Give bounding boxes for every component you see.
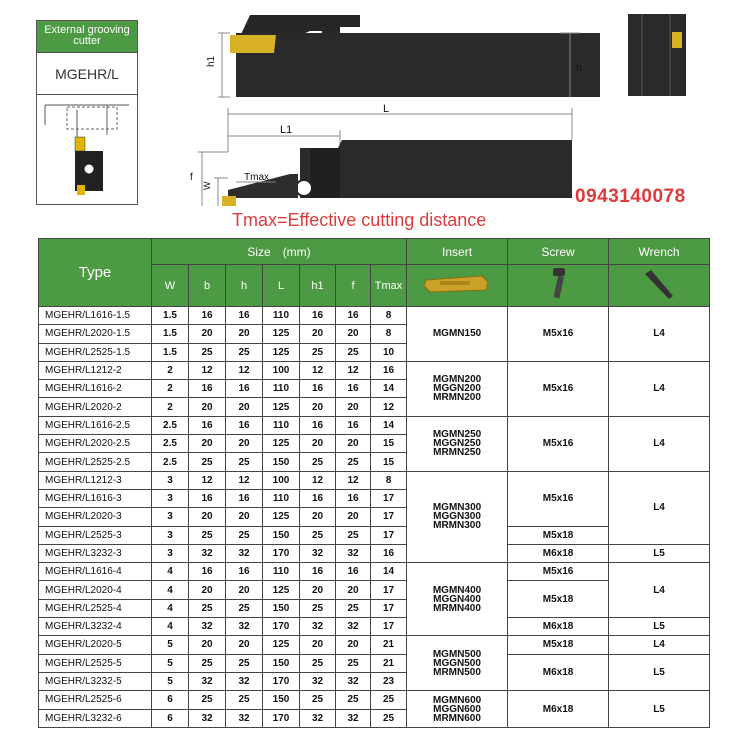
- cell-tmax: 8: [371, 471, 407, 489]
- cell-h: 16: [226, 563, 263, 581]
- cell-h1: 25: [300, 343, 336, 361]
- cell-tmax: 25: [371, 691, 407, 709]
- cell-b: 16: [189, 416, 226, 434]
- cell-h: 25: [226, 654, 263, 672]
- cell-h1: 25: [300, 526, 336, 544]
- cell-h1: 16: [300, 380, 336, 398]
- dim-L1-label: L1: [280, 124, 293, 136]
- cell-w: 2.5: [152, 453, 189, 471]
- cell-h: 20: [226, 435, 263, 453]
- cell-wrench: L4: [609, 416, 710, 471]
- cell-h1: 16: [300, 489, 336, 507]
- col-h1: h1: [300, 265, 336, 307]
- cell-type: MGEHR/L1616-1.5: [39, 307, 152, 325]
- cell-type: MGEHR/L1212-2: [39, 361, 152, 379]
- cell-l: 110: [263, 416, 300, 434]
- dim-h-label: h: [576, 63, 582, 74]
- cell-b: 20: [189, 435, 226, 453]
- cell-screw: M6x18: [508, 691, 609, 728]
- cell-b: 20: [189, 325, 226, 343]
- cell-f: 12: [336, 471, 371, 489]
- cell-f: 25: [336, 453, 371, 471]
- cell-type: MGEHR/L1616-3: [39, 489, 152, 507]
- cell-h: 16: [226, 380, 263, 398]
- cell-type: MGEHR/L3232-5: [39, 672, 152, 690]
- cell-w: 1.5: [152, 307, 189, 325]
- cell-w: 6: [152, 709, 189, 727]
- cell-screw: M5x18: [508, 581, 609, 618]
- cell-h: 25: [226, 343, 263, 361]
- cell-h1: 12: [300, 471, 336, 489]
- wrench-icon: [639, 266, 679, 302]
- cell-f: 20: [336, 435, 371, 453]
- dim-L-label: L: [383, 103, 390, 115]
- cell-b: 25: [189, 654, 226, 672]
- insert-code: MRMN200: [433, 392, 481, 404]
- cell-f: 25: [336, 343, 371, 361]
- table-row: [39, 361, 710, 379]
- cell-f: 25: [336, 526, 371, 544]
- cell-tmax: 21: [371, 636, 407, 654]
- cell-insert: [407, 416, 508, 471]
- cell-f: 16: [336, 489, 371, 507]
- insert-image-cell: [407, 265, 508, 307]
- cell-l: 170: [263, 618, 300, 636]
- cell-w: 4: [152, 599, 189, 617]
- header-insert: Insert: [407, 239, 508, 265]
- cell-f: 25: [336, 691, 371, 709]
- table-row: [39, 544, 710, 562]
- dim-h1-label: h1: [206, 55, 217, 67]
- cell-type: MGEHR/L2525-6: [39, 691, 152, 709]
- spec-table: [38, 238, 710, 728]
- cell-tmax: 17: [371, 526, 407, 544]
- tool-sketch: [37, 95, 137, 205]
- cell-l: 125: [263, 581, 300, 599]
- cell-insert: [407, 361, 508, 416]
- cell-h1: 32: [300, 618, 336, 636]
- cell-wrench: L5: [609, 618, 710, 636]
- insert-code: MRMN600: [433, 712, 481, 724]
- cell-l: 110: [263, 380, 300, 398]
- insert-icon: [422, 272, 492, 296]
- cell-l: 170: [263, 709, 300, 727]
- cell-f: 20: [336, 636, 371, 654]
- cell-w: 3: [152, 489, 189, 507]
- cell-h1: 20: [300, 508, 336, 526]
- cell-b: 20: [189, 581, 226, 599]
- info-title: External grooving cutter: [37, 21, 137, 53]
- cell-b: 20: [189, 508, 226, 526]
- cell-h: 12: [226, 361, 263, 379]
- cell-h: 25: [226, 599, 263, 617]
- cell-l: 125: [263, 398, 300, 416]
- cell-w: 2.5: [152, 416, 189, 434]
- cell-type: MGEHR/L2525-5: [39, 654, 152, 672]
- cell-l: 125: [263, 508, 300, 526]
- cell-l: 125: [263, 343, 300, 361]
- cell-h1: 20: [300, 581, 336, 599]
- cell-screw: M6x18: [508, 544, 609, 562]
- cell-tmax: 14: [371, 416, 407, 434]
- cell-type: MGEHR/L1616-2: [39, 380, 152, 398]
- cell-tmax: 17: [371, 618, 407, 636]
- cell-type: MGEHR/L2020-5: [39, 636, 152, 654]
- cell-l: 110: [263, 489, 300, 507]
- cell-b: 12: [189, 471, 226, 489]
- cell-w: 4: [152, 563, 189, 581]
- cell-w: 2: [152, 398, 189, 416]
- insert-code: MGGN400: [433, 593, 481, 605]
- cell-w: 1.5: [152, 325, 189, 343]
- cell-b: 32: [189, 618, 226, 636]
- cell-tmax: 14: [371, 563, 407, 581]
- cell-h1: 20: [300, 435, 336, 453]
- cell-screw: M5x16: [508, 563, 609, 581]
- insert-code: MGGN200: [433, 383, 481, 395]
- cell-tmax: 8: [371, 325, 407, 343]
- insert-code: MGMN400: [432, 584, 482, 596]
- cell-b: 32: [189, 672, 226, 690]
- cell-type: MGEHR/L2525-4: [39, 599, 152, 617]
- cell-b: 32: [189, 544, 226, 562]
- cell-f: 20: [336, 398, 371, 416]
- cell-tmax: 8: [371, 307, 407, 325]
- insert-code: MGMN500: [432, 648, 482, 660]
- col-h: h: [226, 265, 263, 307]
- col-f: f: [336, 265, 371, 307]
- cell-type: MGEHR/L2525-1.5: [39, 343, 152, 361]
- cell-tmax: 23: [371, 672, 407, 690]
- header-wrench: Wrench: [609, 239, 710, 265]
- cell-b: 20: [189, 398, 226, 416]
- cell-h1: 20: [300, 636, 336, 654]
- table-row: [39, 618, 710, 636]
- screw-image-cell: [508, 265, 609, 307]
- cell-wrench: L5: [609, 691, 710, 728]
- cell-h: 20: [226, 398, 263, 416]
- cell-h: 20: [226, 581, 263, 599]
- cell-l: 125: [263, 325, 300, 343]
- cell-wrench: L4: [609, 563, 710, 618]
- tool-info-box: [36, 20, 138, 205]
- cell-l: 150: [263, 526, 300, 544]
- cell-type: MGEHR/L3232-6: [39, 709, 152, 727]
- cell-f: 16: [336, 563, 371, 581]
- cell-type: MGEHR/L2020-1.5: [39, 325, 152, 343]
- cell-type: MGEHR/L3232-4: [39, 618, 152, 636]
- cell-h1: 25: [300, 453, 336, 471]
- table-row: [39, 416, 710, 434]
- cell-l: 170: [263, 672, 300, 690]
- cell-tmax: 16: [371, 544, 407, 562]
- tool-side-view-diagram: [200, 5, 600, 105]
- insert-code: MGGN300: [433, 511, 481, 523]
- cell-h1: 12: [300, 361, 336, 379]
- cell-b: 16: [189, 307, 226, 325]
- cell-h: 25: [226, 691, 263, 709]
- cell-screw: M5x16: [508, 361, 609, 416]
- cell-b: 16: [189, 380, 226, 398]
- cell-w: 5: [152, 654, 189, 672]
- cell-h1: 25: [300, 691, 336, 709]
- cell-h1: 32: [300, 709, 336, 727]
- insert-code: MGGN250: [433, 438, 481, 450]
- cell-h1: 32: [300, 544, 336, 562]
- header-type: Type: [39, 239, 152, 307]
- cell-wrench: L4: [609, 307, 710, 362]
- cell-tmax: 10: [371, 343, 407, 361]
- cell-w: 5: [152, 672, 189, 690]
- cell-screw: M6x18: [508, 654, 609, 691]
- info-model: MGEHR/L: [37, 53, 137, 95]
- cell-w: 3: [152, 544, 189, 562]
- spec-table-body: [39, 307, 710, 728]
- cell-screw: M6x18: [508, 618, 609, 636]
- cell-type: MGEHR/L2020-2: [39, 398, 152, 416]
- cell-insert: [407, 471, 508, 562]
- cell-l: 150: [263, 599, 300, 617]
- cell-wrench: L4: [609, 471, 710, 544]
- cell-h: 16: [226, 489, 263, 507]
- cell-h: 20: [226, 325, 263, 343]
- dim-W-label: W: [202, 181, 212, 190]
- cell-insert: [407, 563, 508, 636]
- cell-b: 16: [189, 489, 226, 507]
- insert-code: MGMN250: [432, 429, 482, 441]
- cell-f: 16: [336, 307, 371, 325]
- cell-h: 32: [226, 618, 263, 636]
- cell-f: 32: [336, 672, 371, 690]
- insert-code: MGGN600: [433, 703, 481, 715]
- cell-tmax: 12: [371, 398, 407, 416]
- cell-f: 20: [336, 508, 371, 526]
- tool-end-view-diagram: [620, 10, 720, 100]
- cell-b: 25: [189, 526, 226, 544]
- cell-tmax: 21: [371, 654, 407, 672]
- col-b: b: [189, 265, 226, 307]
- cell-h1: 16: [300, 563, 336, 581]
- table-row: [39, 307, 710, 325]
- cell-l: 150: [263, 453, 300, 471]
- cell-f: 25: [336, 654, 371, 672]
- insert-code: MGMN600: [432, 694, 482, 706]
- cell-tmax: 17: [371, 599, 407, 617]
- table-row: [39, 636, 710, 654]
- cell-h: 32: [226, 672, 263, 690]
- cell-l: 150: [263, 654, 300, 672]
- cell-h: 32: [226, 709, 263, 727]
- cell-type: MGEHR/L1212-3: [39, 471, 152, 489]
- col-w: W: [152, 265, 189, 307]
- cell-l: 110: [263, 563, 300, 581]
- cell-type: MGEHR/L1616-2.5: [39, 416, 152, 434]
- cell-tmax: 17: [371, 489, 407, 507]
- dim-tmax-label: Tmax: [244, 172, 269, 183]
- cell-type: MGEHR/L2525-3: [39, 526, 152, 544]
- cell-wrench: L4: [609, 361, 710, 416]
- header-screw: Screw: [508, 239, 609, 265]
- cell-b: 25: [189, 691, 226, 709]
- cell-h: 20: [226, 508, 263, 526]
- cell-f: 16: [336, 416, 371, 434]
- table-row: [39, 691, 710, 709]
- screw-icon: [543, 266, 573, 302]
- cell-w: 5: [152, 636, 189, 654]
- cell-w: 3: [152, 526, 189, 544]
- table-row: [39, 563, 710, 581]
- cell-insert: [407, 691, 508, 728]
- insert-code: MRMN300: [433, 520, 481, 532]
- cell-l: 110: [263, 307, 300, 325]
- cell-type: MGEHR/L2020-4: [39, 581, 152, 599]
- header-size: Size (mm): [152, 239, 407, 265]
- cell-tmax: 25: [371, 709, 407, 727]
- cell-h1: 16: [300, 307, 336, 325]
- insert-code: MRMN500: [433, 666, 481, 678]
- cell-wrench: L5: [609, 654, 710, 691]
- cell-h: 25: [226, 526, 263, 544]
- cell-h1: 32: [300, 672, 336, 690]
- cell-w: 4: [152, 618, 189, 636]
- cell-tmax: 15: [371, 453, 407, 471]
- cell-f: 32: [336, 618, 371, 636]
- cell-tmax: 14: [371, 380, 407, 398]
- cell-type: MGEHR/L3232-3: [39, 544, 152, 562]
- cell-f: 32: [336, 544, 371, 562]
- cell-type: MGEHR/L1616-4: [39, 563, 152, 581]
- cell-h1: 25: [300, 599, 336, 617]
- cell-f: 25: [336, 599, 371, 617]
- cell-w: 2.5: [152, 435, 189, 453]
- cell-h: 25: [226, 453, 263, 471]
- insert-code: MGMN200: [432, 374, 482, 386]
- cell-tmax: 16: [371, 361, 407, 379]
- cell-insert: [407, 636, 508, 691]
- cell-h: 12: [226, 471, 263, 489]
- cell-b: 16: [189, 563, 226, 581]
- cell-f: 32: [336, 709, 371, 727]
- cell-l: 100: [263, 471, 300, 489]
- cell-b: 12: [189, 361, 226, 379]
- cell-w: 1.5: [152, 343, 189, 361]
- cell-wrench: L5: [609, 544, 710, 562]
- cell-h1: 20: [300, 398, 336, 416]
- wrench-image-cell: [609, 265, 710, 307]
- cell-b: 25: [189, 599, 226, 617]
- cell-l: 150: [263, 691, 300, 709]
- insert-code: MGMN150: [432, 328, 482, 340]
- cell-type: MGEHR/L2525-2.5: [39, 453, 152, 471]
- cell-l: 170: [263, 544, 300, 562]
- cell-wrench: L4: [609, 636, 710, 654]
- insert-code: MRMN250: [433, 447, 481, 459]
- cell-h: 16: [226, 307, 263, 325]
- phone-number: 0943140078: [575, 186, 686, 207]
- table-row: [39, 471, 710, 489]
- tool-top-view-diagram: [180, 100, 580, 210]
- cell-w: 4: [152, 581, 189, 599]
- cell-type: MGEHR/L2020-3: [39, 508, 152, 526]
- cell-f: 20: [336, 325, 371, 343]
- cell-screw: M5x18: [508, 636, 609, 654]
- cell-b: 32: [189, 709, 226, 727]
- cell-b: 25: [189, 453, 226, 471]
- cell-w: 3: [152, 471, 189, 489]
- cell-h: 16: [226, 416, 263, 434]
- cell-l: 125: [263, 636, 300, 654]
- cell-l: 125: [263, 435, 300, 453]
- cell-screw: M5x16: [508, 307, 609, 362]
- cell-f: 16: [336, 380, 371, 398]
- cell-tmax: 15: [371, 435, 407, 453]
- cell-b: 25: [189, 343, 226, 361]
- col-tmax: Tmax: [371, 265, 407, 307]
- cell-h1: 25: [300, 654, 336, 672]
- col-l: L: [263, 265, 300, 307]
- cell-w: 2: [152, 380, 189, 398]
- cell-insert: [407, 307, 508, 362]
- table-row: [39, 654, 710, 672]
- insert-code: MRMN400: [433, 602, 481, 614]
- cell-w: 6: [152, 691, 189, 709]
- cell-tmax: 17: [371, 581, 407, 599]
- cell-f: 12: [336, 361, 371, 379]
- cell-type: MGEHR/L2020-2.5: [39, 435, 152, 453]
- cell-h1: 16: [300, 416, 336, 434]
- cell-l: 100: [263, 361, 300, 379]
- cell-f: 20: [336, 581, 371, 599]
- cell-b: 20: [189, 636, 226, 654]
- insert-code: MGMN300: [432, 502, 482, 514]
- cell-h: 20: [226, 636, 263, 654]
- cell-h: 32: [226, 544, 263, 562]
- cell-w: 3: [152, 508, 189, 526]
- cell-screw: M5x16: [508, 416, 609, 471]
- cell-h1: 20: [300, 325, 336, 343]
- tmax-caption: Tmax=Effective cutting distance: [232, 210, 487, 230]
- insert-code: MGGN500: [433, 657, 481, 669]
- cell-screw: M5x16: [508, 471, 609, 526]
- cell-w: 2: [152, 361, 189, 379]
- cell-screw: M5x18: [508, 526, 609, 544]
- dim-f-label: f: [190, 172, 193, 183]
- cell-tmax: 17: [371, 508, 407, 526]
